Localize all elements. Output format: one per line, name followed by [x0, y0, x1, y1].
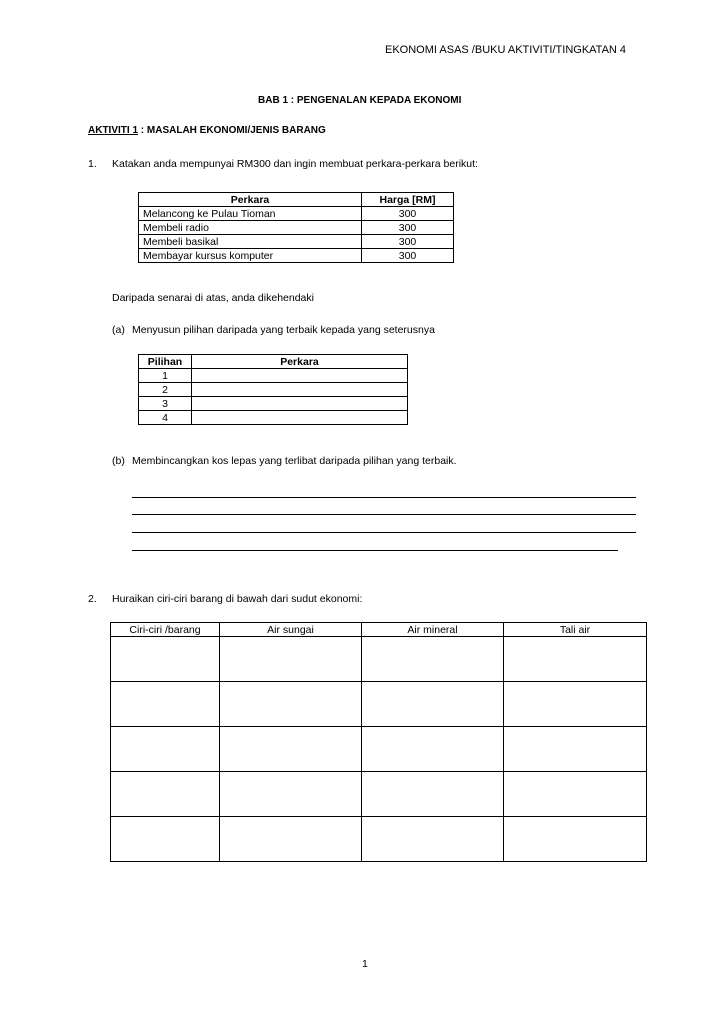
answer-cell[interactable]	[362, 817, 504, 862]
table-cell: Membayar kursus komputer	[139, 249, 362, 263]
price-table	[138, 192, 454, 263]
table-cell: 300	[362, 235, 454, 249]
activity-title: : MASALAH EKONOMI/JENIS BARANG	[138, 125, 326, 136]
answer-cell[interactable]	[504, 637, 647, 682]
goods-header-water-channel: Tali air	[504, 623, 647, 637]
q1-intro: Daripada senarai di atas, anda dikehendaki	[112, 292, 314, 304]
table-cell: 2	[139, 383, 192, 397]
table-row	[139, 221, 454, 235]
table-cell: 4	[139, 411, 192, 425]
answer-cell[interactable]	[504, 727, 647, 772]
answer-cell[interactable]	[111, 772, 220, 817]
activity-heading	[88, 125, 326, 136]
q1a-label: (a)	[112, 324, 125, 336]
answer-cell[interactable]	[220, 727, 362, 772]
answer-cell[interactable]	[362, 727, 504, 772]
page-number: 1	[362, 958, 368, 970]
answer-line[interactable]	[132, 514, 636, 515]
answer-line[interactable]	[132, 532, 636, 533]
goods-header-river-water: Air sungai	[220, 623, 362, 637]
answer-cell[interactable]	[220, 772, 362, 817]
goods-header-characteristics: Ciri-ciri /barang	[111, 623, 220, 637]
running-header: EKONOMI ASAS /BUKU AKTIVITI/TINGKATAN 4	[385, 44, 627, 56]
answer-cell[interactable]	[220, 817, 362, 862]
table-row	[111, 682, 647, 727]
q1-number: 1.	[88, 158, 97, 170]
table-row	[139, 369, 408, 383]
ranking-table	[138, 354, 408, 425]
answer-cell[interactable]	[362, 637, 504, 682]
q1b-label: (b)	[112, 455, 125, 467]
answer-cell[interactable]	[111, 637, 220, 682]
answer-cell[interactable]	[362, 772, 504, 817]
table-row	[111, 727, 647, 772]
chapter-title: BAB 1 : PENGENALAN KEPADA EKONOMI	[258, 95, 462, 106]
q1b-text: Membincangkan kos lepas yang terlibat daripada pilihan yang terbaik.	[132, 455, 457, 467]
table-row	[139, 383, 408, 397]
q2-text: Huraikan ciri-ciri barang di bawah dari sudut ekonomi:	[112, 593, 363, 605]
answer-cell[interactable]	[111, 727, 220, 772]
table-row	[139, 411, 408, 425]
table-cell: 3	[139, 397, 192, 411]
table-cell: Melancong ke Pulau Tioman	[139, 207, 362, 221]
table-row	[139, 249, 454, 263]
table-row	[139, 207, 454, 221]
table-row	[111, 817, 647, 862]
price-table-header-price: Harga [RM]	[362, 193, 454, 207]
answer-cell[interactable]	[362, 682, 504, 727]
answer-cell[interactable]	[504, 772, 647, 817]
table-row	[139, 397, 408, 411]
answer-line[interactable]	[132, 550, 618, 551]
table-cell: 300	[362, 249, 454, 263]
answer-cell[interactable]	[220, 682, 362, 727]
table-cell: Membeli radio	[139, 221, 362, 235]
goods-header-mineral-water: Air mineral	[362, 623, 504, 637]
table-row	[111, 772, 647, 817]
answer-cell[interactable]	[192, 369, 408, 383]
answer-cell[interactable]	[220, 637, 362, 682]
answer-line[interactable]	[132, 497, 636, 498]
table-cell: Membeli basikal	[139, 235, 362, 249]
answer-cell[interactable]	[192, 397, 408, 411]
q1-text: Katakan anda mempunyai RM300 dan ingin membuat perkara-perkara berikut:	[112, 158, 478, 170]
answer-cell[interactable]	[111, 817, 220, 862]
q1a-text: Menyusun pilihan daripada yang terbaik kepada yang seterusnya	[132, 324, 435, 336]
table-cell: 300	[362, 207, 454, 221]
goods-table	[110, 622, 647, 862]
table-cell: 1	[139, 369, 192, 383]
answer-cell[interactable]	[504, 682, 647, 727]
price-table-header-item: Perkara	[139, 193, 362, 207]
table-row	[111, 637, 647, 682]
answer-cell[interactable]	[192, 411, 408, 425]
activity-label: AKTIVITI 1	[88, 125, 139, 136]
answer-cell[interactable]	[504, 817, 647, 862]
q2-number: 2.	[88, 593, 97, 605]
ranking-header-choice: Pilihan	[139, 355, 192, 369]
table-cell: 300	[362, 221, 454, 235]
ranking-header-item: Perkara	[192, 355, 408, 369]
answer-cell[interactable]	[111, 682, 220, 727]
table-row	[139, 235, 454, 249]
answer-cell[interactable]	[192, 383, 408, 397]
